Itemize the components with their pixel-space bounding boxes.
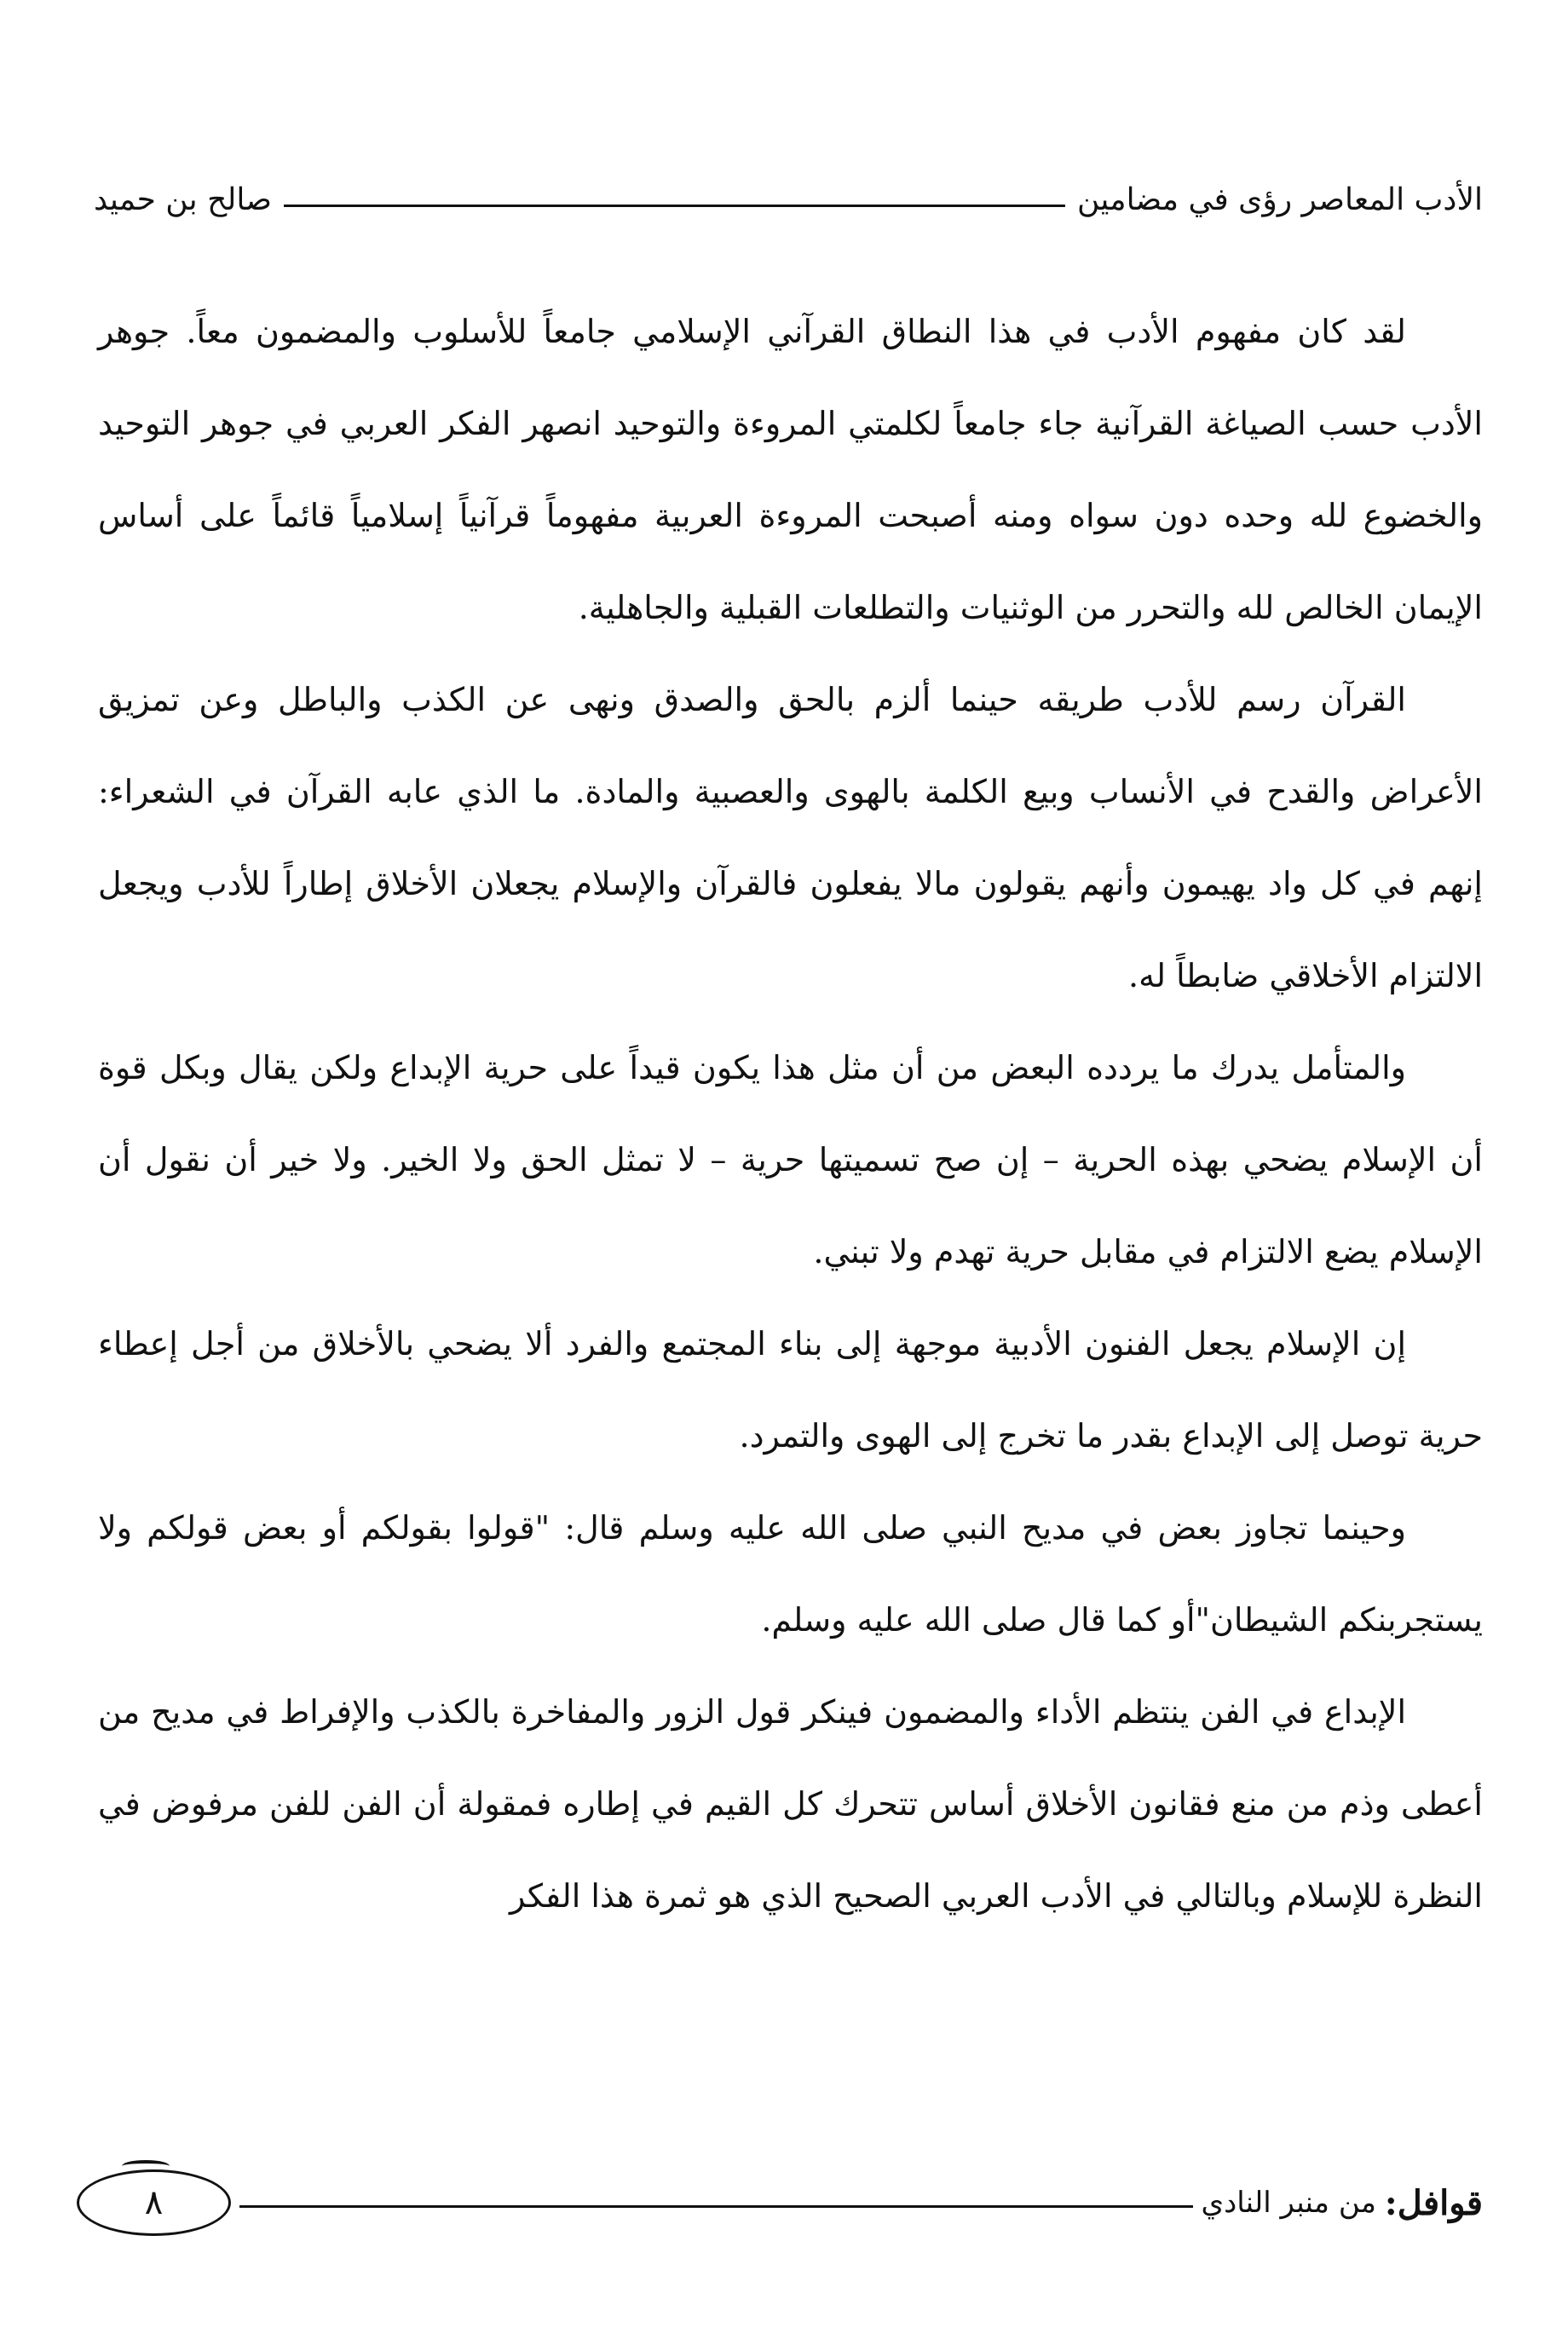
paragraph: القرآن رسم للأدب طريقه حينما ألزم بالحق والصدق ونهى عن الكذب والباطل وعن تمزيق الأعراض والقدح في الأنساب وبيع الكلمة بالهوى والعصبية والمادة. ما الذي عابه القرآن في الشعراء: إنهم في كل واد يهيمون وأنهم يقولون مالا يفعلون فالقرآن والإسلام يجعلان الأخلاق إطاراً للأدب ويجعل الالتزام الأخلاقي ضابطاً له. bbox=[98, 681, 1483, 994]
section-name: من منبر النادي bbox=[1201, 2186, 1376, 2220]
book-title: الأدب المعاصر رؤى في مضامين bbox=[1077, 182, 1483, 217]
paragraph: وحينما تجاوز بعض في مديح النبي صلى الله عليه وسلم قال: "قولوا بقولكم أو بعض قولكم ولا يستجربنكم الشيطان"أو كما قال صلى الله عليه وسلم. bbox=[98, 1509, 1483, 1639]
paragraph: الإبداع في الفن ينتظم الأداء والمضمون فينكر قول الزور والمفاخرة بالكذب والإفراط في مديح من أعطى وذم من منع فقانون الأخلاق أساس تتحرك كل القيم في إطاره فمقولة أن الفن للفن مرفوض في النظرة للإسلام وبالتالي في الأدب العربي الصحيح الذي هو ثمرة هذا الفكر bbox=[98, 1693, 1483, 1915]
ornament-icon bbox=[122, 2160, 170, 2172]
paragraph: إن الإسلام يجعل الفنون الأدبية موجهة إلى بناء المجتمع والفرد ألا يضحي بالأخلاق من أجل إعطاء حرية توصل إلى الإبداع بقدر ما تخرج إلى الهوى والتمرد. bbox=[98, 1325, 1483, 1455]
author-name: صالح بن حميد bbox=[94, 182, 272, 217]
journal-name: قوافل bbox=[1397, 2182, 1483, 2223]
paragraph: والمتأمل يدرك ما يردده البعض من أن مثل هذا يكون قيداً على حرية الإبداع ولكن يقال وبكل قوة أن الإسلام يضحي بهذه الحرية – إن صح تسميتها حرية – لا تمثل الحق ولا الخير. ولا خير أن نقول أن الإسلام يضع الالتزام في مقابل حرية تهدم ولا تبني. bbox=[98, 1049, 1483, 1270]
page-number: ٨ bbox=[144, 2183, 164, 2222]
paragraph: لقد كان مفهوم الأدب في هذا النطاق القرآني الإسلامي جامعاً للأسلوب والمضمون معاً. جوهر الأدب حسب الصياغة القرآنية جاء جامعاً لكلمتي المروءة والتوحيد انصهر الفكر العربي في جوهر التوحيد والخضوع لله وحده دون سواه ومنه أصبحت المروءة العربية مفهوماً قرآنياً إسلامياً قائماً على أساس الإيمان الخالص لله والتحرر من الوثنيات والتطلعات القبلية والجاهلية. bbox=[98, 313, 1483, 626]
footer-rule bbox=[239, 2205, 1193, 2208]
journal-colon: : bbox=[1384, 2182, 1398, 2223]
running-header bbox=[94, 175, 1483, 226]
page-number-badge bbox=[77, 2169, 231, 2236]
running-footer bbox=[77, 2164, 1483, 2241]
header-rule bbox=[284, 205, 1065, 207]
body-text bbox=[98, 285, 1483, 1942]
